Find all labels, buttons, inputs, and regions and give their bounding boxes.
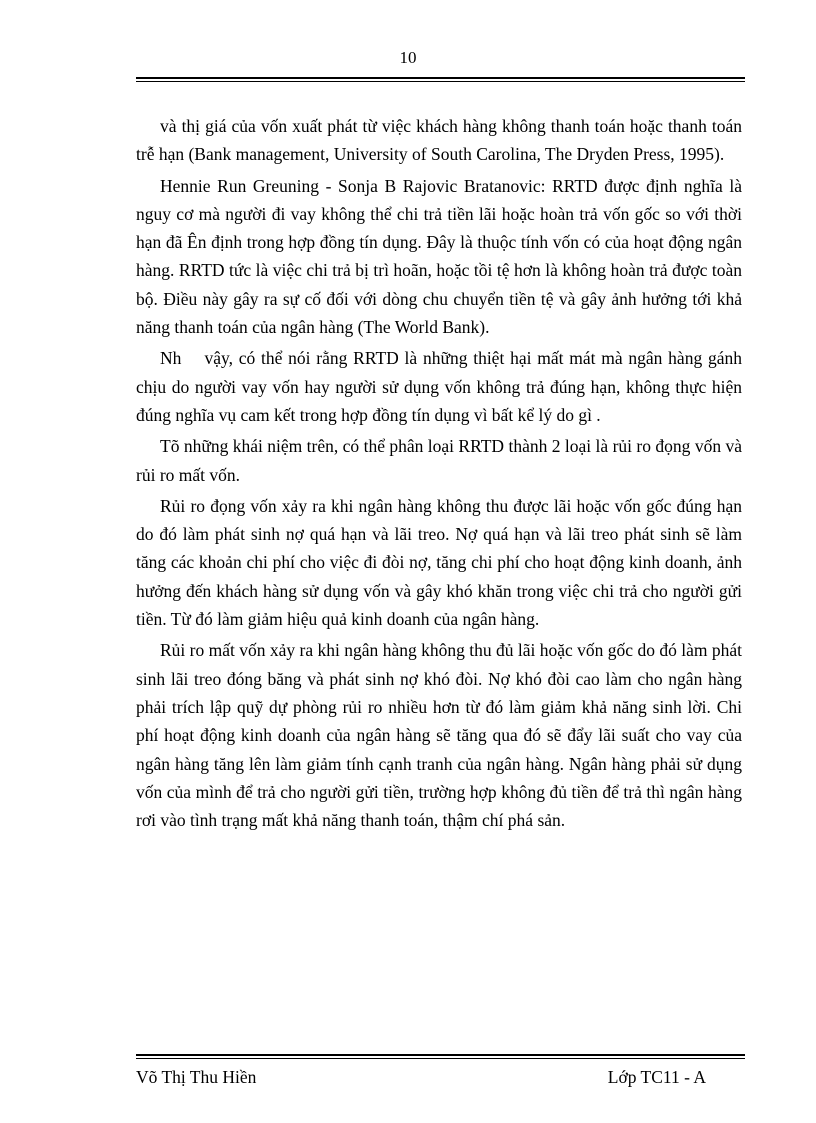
footer-author: Võ Thị Thu Hiền <box>136 1067 257 1087</box>
paragraph-continuation: và thị giá của vốn xuất phát từ việc khách hàng không thanh toán hoặc thanh toán trễ hạn (Bank management, University of South Carolina, The Dryden Press, 1995). <box>136 116 742 165</box>
footer-rule <box>136 1054 745 1059</box>
paragraph-frozen-capital-risk: Rủi ro đọng vốn xảy ra khi ngân hàng không thu được lãi hoặc vốn gốc đúng hạn do đó làm phát sinh nợ quá hạn và lãi treo. Nợ quá hạn và lãi treo phát sinh sẽ làm tăng các khoản chi phí cho việc đi đòi nợ, tăng chi phí cho hoạt động kinh doanh, ảnh hưởng đến khách hàng sử dụng vốn và gây khó khăn trong việc chi trả cho người gửi tiền. Từ đó làm giảm hiệu quả kinh doanh của ngân hàng. <box>136 495 742 630</box>
paragraph-classification: Tõ những khái niệm trên, có thể phân loại RRTD thành 2 loại là rủi ro đọng vốn và rủi ro mất vốn. <box>136 436 742 485</box>
header-rule <box>136 77 745 82</box>
footer-class: Lớp TC11 - A <box>607 1067 706 1087</box>
paragraph-greuning-definition: Hennie Run Greuning - Sonja B Rajovic Bratanovic: RRTD được định nghĩa là nguy cơ mà người đi vay không thể chi trả tiền lãi hoặc hoàn trả vốn gốc so với thời hạn đã Ên định trong hợp đồng tín dụng. Đây là thuộc tính vốn có của hoạt động ngân hàng. RRTD tức là việc chi trả bị trì hoãn, hoặc tồi tệ hơn là không hoàn trả được toàn bộ. Điều này gây ra sự cố đối với dòng chu chuyển tiền tệ và gây ảnh hưởng tới khả năng thanh toán của ngân hàng (The World Bank). <box>136 175 742 338</box>
paragraph-summary: Nh vậy, có thể nói rằng RRTD là những thiệt hại mất mát mà ngân hàng gánh chịu do người vay vốn hay người sử dụng vốn không trả đúng hạn, không thực hiện đúng nghĩa vụ cam kết trong hợp đồng tín dụng vì bất kể lý do gì . <box>136 348 747 425</box>
page-number: 10 <box>399 48 417 67</box>
document-body <box>136 112 747 837</box>
paragraph-capital-loss-risk: Rủi ro mất vốn xảy ra khi ngân hàng không thu đủ lãi hoặc vốn gốc do đó làm phát sinh lãi treo đóng băng và phát sinh nợ khó đòi. Nợ khó đòi cao làm cho ngân hàng phải trích lập quỹ dự phòng rủi ro nhiều hơn từ đó làm giảm khả năng sinh lời. Chi phí hoạt động kinh doanh của ngân hàng sẽ tăng qua đó sẽ đẩy lãi suất cho vay của ngân hàng tăng lên làm giảm tính cạnh tranh của ngân hàng. Ngân hàng phải sử dụng vốn của mình để trả cho người gửi tiền, trường hợp không đủ tiền để trả thì ngân hàng rơi vào tình trạng mất khả năng thanh toán, thậm chí phá sản. <box>136 640 742 831</box>
